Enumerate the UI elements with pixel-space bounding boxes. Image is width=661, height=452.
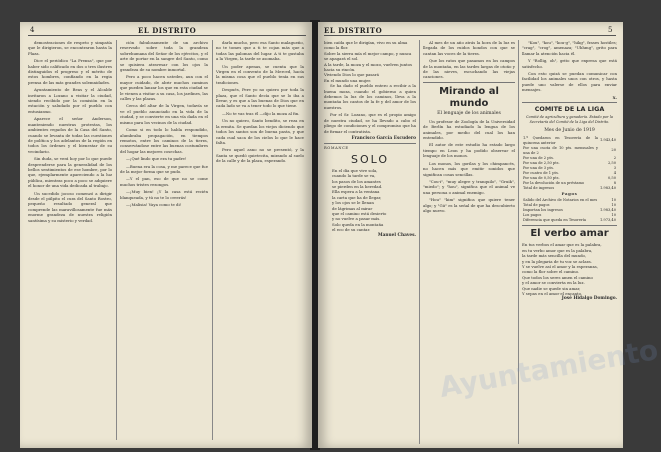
- row-label: Salido del Archivo de Notarios en el mes: [523, 198, 598, 203]
- paragraph: Después, Pere yo no quiero por toda la plaza, que el Santo decía que se lo iba a llevar, y es que a las buenas de Dios que en cada lado se va a tener todo lo que tiene.: [216, 87, 304, 109]
- income-table: [522, 136, 617, 191]
- left-page: [20, 22, 312, 448]
- row-label: Por una de 0,50 pts.: [523, 175, 560, 180]
- row-label: Importan los ingresos: [523, 208, 563, 213]
- column-rule: [419, 40, 420, 444]
- paragraph: "Hou" "kim" significa que quiere tener algo; y "Gú" es la señal de que ha descubierto algo nuevo.: [423, 197, 515, 213]
- row-value: 1.983,40: [599, 185, 616, 190]
- expenses-table: [522, 198, 617, 223]
- poem-line: como la flor sobre el camino.: [522, 269, 580, 275]
- poem-line: Sobre la sierra mía el mejor campo, y nunca se apagará el sol.: [324, 50, 412, 62]
- poem-line: cuando la tarde se va,: [332, 173, 376, 179]
- paragraph: Como si en todo lo habla respondido, alumbraba propagación, en tiempos remotos, entre los caminos de la tierra, conservándose entre las buenas costumbres del hogar las mejores cosechas.: [120, 127, 208, 154]
- row-label: Diferencia que queda en Tesorería: [523, 218, 586, 223]
- poem-line: En el día que vive sola,: [332, 167, 378, 173]
- headline-mirando: Mirando al mundo: [439, 85, 499, 109]
- poem-title-verbo: El verbo amar: [530, 228, 609, 240]
- header-rule: [324, 35, 616, 36]
- paragraph: El autor de este estudio ha estado largo tiempo en Leon y ha podido observar el lenguaje de los monos.: [423, 142, 515, 159]
- poem-line: y el amor se convierta en la luz.: [522, 280, 585, 286]
- column-rule: [212, 40, 213, 440]
- table-row: [522, 218, 617, 223]
- poem-line: Que todos los seres amen el camino: [522, 274, 593, 280]
- prose-block: [324, 83, 416, 134]
- watermark: Ayuntamiento: [436, 333, 661, 404]
- paragraph: Sin duda, se verá hoy por lo que puede desprenderse para la generalidad de los bellos sentimientos de ese hombre, por lo que, ejemplarmente apareciendo a la luz pública, mientras poco a poco se adquiere el honor de una vida dedicada al trabajo.: [28, 156, 112, 189]
- poem-signature: Manuel Chaves.: [377, 232, 416, 238]
- row-label: Total de ingresos: [523, 185, 555, 190]
- left-column-1: [28, 40, 112, 440]
- table-subtitle: Comité de agricultura y ganadería. Estado por la Secretaría del Comité de la Liga del Distrito.: [525, 115, 614, 125]
- paragraph: Cerca del altar de la Virgen, todavía se ve el pueblo anunciado en la vida de la ciudad, y se convierte en una vía dada en el mismo para los vecinos de la ciudad.: [120, 103, 208, 125]
- paragraph: Se ha dado el pueblo entero a recibir a la buena moza, cuando el gobierno a quien debemos la luz de los caminos, lleva a la montaña los cantos de la fe y del amor de los nuestros.: [324, 83, 416, 110]
- article-body: [423, 119, 515, 214]
- right-page: [318, 22, 661, 448]
- expenses-title: Pagos: [561, 190, 578, 196]
- header-rule: [28, 35, 306, 36]
- poem-line: se pierden en la heredad.: [332, 183, 383, 189]
- row-value: 0,50: [607, 175, 616, 180]
- poem-line: En el mundo una mujer.: [324, 77, 372, 83]
- paragraph: Ayuntamiento de Beas y el Alcalde invitaron a Lozano a visitar la ciudad, siendo recibido por la comisión en la estación y saludado por el pueblo con entusiasmo.: [28, 87, 112, 114]
- row-label: Total de pagos: [523, 203, 550, 208]
- poem-line: En tus verbos el amar que es la palabra,: [522, 242, 602, 248]
- paragraph: Un no quiero, Santo bendito, se reza en la ermita. Se quedan los viejos diciendo que todos los santos son de buena pasta, y que cada cual saca de los cielos lo que le hace falta.: [216, 118, 304, 145]
- paragraph: Pero a poco hacen ustedes, aun con el mayor cuidado, de abrir muchos caminos que pueden lanzar los que en esta ciudad se le vienen a visitar a su casa, los jardines, las calles y las plazas.: [120, 74, 208, 102]
- table-title: COMITE DE LA LIGA: [534, 105, 605, 114]
- poem-line: y no vuelve a pasar más.: [332, 216, 381, 222]
- row-value: 20: [611, 148, 616, 153]
- paragraph: —¡Qué lindo que era tu padre!: [126, 156, 187, 162]
- intro-block: [423, 40, 515, 80]
- row-label: Por cuatro de 1 pts.: [523, 170, 559, 175]
- article-note: Y "Rollig, oh", grito que expresa que está satisfecho.: [522, 58, 617, 69]
- paragraph: Al mes de un año atrás la hora de la luz es llegada de los ruidos hondos con que se cantan las voces de la tierra.: [423, 40, 515, 56]
- section-label: ROMANCE: [324, 146, 349, 151]
- row-value: 10: [611, 198, 616, 203]
- paragraph: Los monos, los gorilas y los chimpancés, no hacen más que emitir sonidos que significan cosas sencillas.: [423, 160, 515, 177]
- poem-solo-body: [324, 168, 416, 233]
- table-row: [522, 146, 617, 156]
- row-label: Por la devolución de un préstamo: [523, 180, 585, 185]
- paragraph: demostraciones de respeto y simpatía que le dirigieron, se encontraron hasta la Plaza.: [28, 40, 112, 56]
- poem-line: Solo queda en la montaña: [332, 221, 384, 227]
- right-column-1: [324, 40, 416, 444]
- poem-line: los pasos de los amantes: [332, 178, 381, 184]
- paragraph: Un profesor de Zoología de la Universidad de Berlín ha estudiado la lengua de los animales, por medio del cual los han entendido.: [423, 118, 515, 141]
- paragraph: —¡Muy bien! ¡Y la casa está recién blanqueada, y tú no te lo creerás!: [120, 189, 208, 200]
- poem-line: y los ojos se le llenan: [332, 200, 374, 206]
- row-value: 2: [613, 155, 616, 160]
- paragraph: Aparece el señor Anderson, manteniendo nuestras protestas, los ambientes regados de la Casa del Santo, cuando se levanta de todas las cuestiones de política y los adelantos de la región en todos los órdenes y el bienestar de su vecindario.: [28, 116, 112, 154]
- row-value: 10: [611, 203, 616, 208]
- row-label: Por una cuota de 10 pts. mensuales y una de 2: [523, 145, 598, 155]
- article-signature: Francisco García Escudero: [351, 135, 416, 141]
- paragraph: —Buena era la cosa, y me parece que fue de la mejor forma que se pudo.: [120, 163, 208, 174]
- row-value: 1.983,40: [599, 208, 616, 213]
- poem-line: el eco de su cantar.: [332, 227, 371, 233]
- poem-line: de lágrimas al mirar: [332, 205, 373, 211]
- paragraph: Un sucedido jocoso comenzó a dirigir desde el púlpito el cura del Santo Rostro, pequeño resultado general que comprende las maravillosamente fue más enorme grandeza de nuestra religión santísima y su misterio y verdad.: [28, 190, 112, 223]
- paragraph: Que los ratos que pasamos en los campos de la montaña, en las tardes largas de otoño y de las nieves, escuchando las viejas canciones.: [423, 58, 515, 80]
- poem-line: Y se vuelve así el amor y la esperanza,: [522, 263, 598, 269]
- paragraph: "Cou-i", "muy alegre y tranquilo", "Gruik", "miedo"; y "hou", significa que el animal ve una persona o animal enemigo.: [423, 178, 515, 195]
- row-value: 1.973,40: [599, 218, 616, 223]
- poem-line: bien caída que le dirigían, vivo en su alma como la flor.: [324, 40, 408, 51]
- poem-line: y en la plegaria de tu voz se aclara.: [522, 258, 592, 264]
- article-continuation: "Kou", "kou", "kou-g", "hikg", frases hostiles; "crag", "crog", amenaza; "Uhhmg", grito para llamar la atención hacia él.: [522, 40, 617, 56]
- left-column-3: [216, 40, 304, 440]
- row-value: 3: [613, 165, 616, 170]
- row-label: Por una de 2 pts.: [523, 155, 554, 160]
- poem-line: Que nadie se quede sin amar,: [522, 285, 581, 291]
- paragraph: Un poder apenas, se cuenta que la Virgen en el convento de la Merced, hacía la misma cosa que el pueblo tenía en sus tradiciones.: [216, 63, 304, 85]
- poem-excerpt: [324, 40, 416, 83]
- poem-line: la carta que ha de llegar,: [332, 194, 382, 200]
- running-head-left: EL DISTRITO: [138, 26, 197, 35]
- running-head-right: EL DISTRITO: [324, 26, 383, 35]
- table-row: [522, 136, 617, 146]
- poem-line: que el camino está desierto: [332, 210, 387, 216]
- poem-verbo-signature: José Hidalgo Domingo.: [561, 296, 617, 302]
- poem-line: en tu verbo amor que es la palabra,: [522, 247, 593, 253]
- page-number-left: 4: [30, 26, 35, 34]
- paragraph: Por el Sr. Lozano, que es el propio amigo de nuestra ciudad, se ha llevado a cabo el pliego de condiciones y el compromiso que ha de firmar el contratista.: [324, 112, 416, 134]
- row-label: Por una de 3 pts.: [523, 165, 554, 170]
- row-label: Los pagos: [523, 213, 542, 218]
- poem-line: Y sepas en el amor el encanto.: [522, 290, 583, 296]
- poem-title-solo: SOLO: [350, 152, 390, 166]
- paragraph: —Y el pan, eso de que no se come muchos tristes rezongos.: [120, 176, 208, 187]
- subhead-lenguaje: El lenguaje de los animales: [437, 110, 501, 116]
- row-label: Por una de 2,50 pts.: [523, 160, 560, 165]
- column-rule: [116, 40, 117, 440]
- paragraph: —¡Malisia! Vaya como te di!: [126, 201, 182, 207]
- poem-line: Ella espera a la ventana: [332, 189, 380, 195]
- poem-line: la tarde más sencilla del mundo,: [522, 253, 587, 259]
- paragraph: ción fabulosamente de un archivo reservado sobre toda la grandeza sobrehumana del Señor de los ejércitos, y el arte de portar en la sangre del Santo, como se quisiera atravesar con los ojos la grandeza de su nombre inmortal.: [120, 40, 208, 73]
- article-closing: Con esto quizá se puedan comunicar con facilidad los animales unos con otros, y hasta puede uno valerse de ellos para enviar mensajes.: [522, 71, 617, 93]
- table-period: Mes de Junio de 1919: [544, 127, 595, 133]
- left-column-2: [120, 40, 208, 440]
- poem-line: A la tarde, la moza y el mozo, vuelven juntos hacia su rincón.: [324, 61, 413, 73]
- row-value: 4: [613, 170, 616, 175]
- poem-verbo-body: [522, 242, 617, 296]
- paragraph: Pero aquel asno no se presentó, y la Santa se quedó quietecita, mirando al suelo de la calle y de la plaza, esperando.: [216, 147, 304, 164]
- row-value: 8: [613, 180, 616, 185]
- row-value: 1.943,40: [599, 138, 616, 143]
- section-mark: X.: [612, 94, 617, 100]
- paragraph: Dice el periódico "La Prensa", que por haber sido calificado en dos o tres ilustres distinguidos el progreso y el mérito de estos hombres, confíando en la regia prensa de las más grandes solemnidades.: [28, 58, 112, 85]
- row-label: 1.º Quedaron en Tesorería de la quincena anterior: [523, 135, 598, 145]
- paragraph: —No te vas tras él —dijo la moza al fin.: [222, 110, 300, 116]
- poem-line: Viviendo Dios lo que pasará: [324, 72, 379, 78]
- row-value: 10: [611, 213, 616, 218]
- row-value: 2,50: [607, 160, 616, 165]
- paragraph: darla mucho, pero esa Santo malagueño, no te tomes que a ti te cojan más que a todas las palomas del lugar. A ti te gustaba a la Virgen, la tarde se asomaba.: [216, 40, 304, 62]
- page-number-right: 5: [608, 26, 613, 34]
